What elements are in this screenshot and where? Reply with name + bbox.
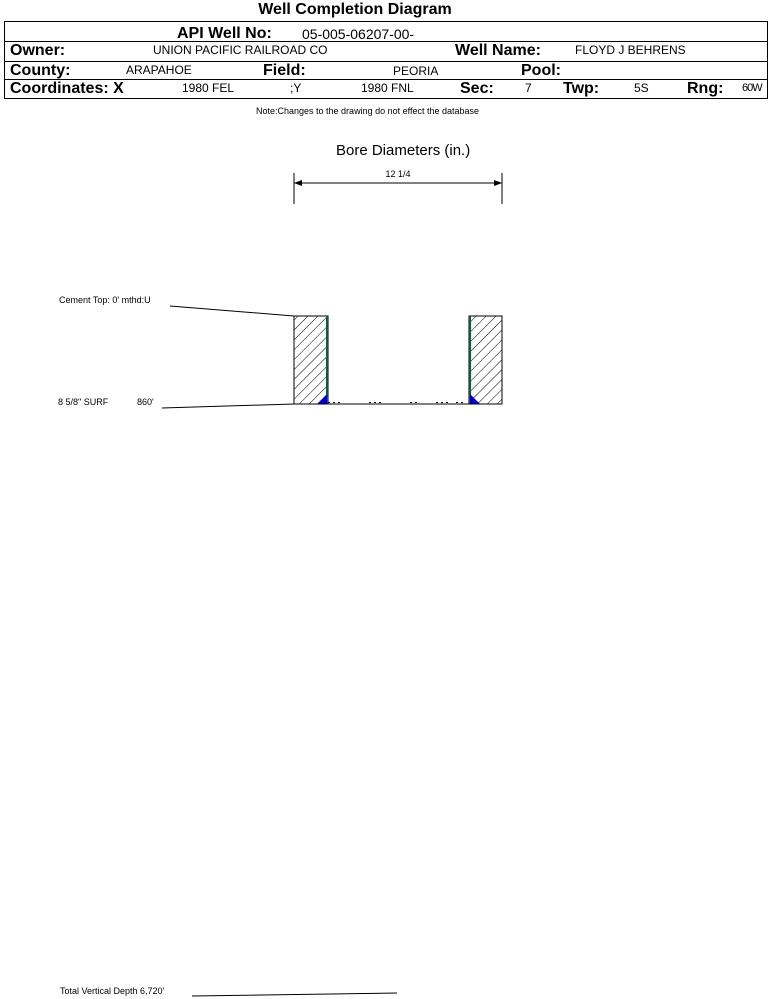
- owner-label: Owner:: [10, 42, 66, 59]
- cement-top-label: Cement Top: 0' mthd:U: [59, 295, 151, 305]
- coord-y-label: ;Y: [290, 81, 302, 95]
- rng-label: Rng:: [687, 80, 724, 97]
- bore-title: Bore Diameters (in.): [336, 142, 471, 159]
- coord-x-value: 1980 FEL: [182, 81, 235, 95]
- bottom-dots: [328, 402, 463, 403]
- twp-label: Twp:: [563, 80, 600, 97]
- wellname-label: Well Name:: [455, 42, 541, 59]
- county-label: County:: [10, 62, 71, 79]
- field-label: Field:: [263, 62, 306, 79]
- casing-label: 8 5/8" SURF: [58, 397, 109, 407]
- rng-value: 60W: [742, 82, 762, 94]
- page-title: Well Completion Diagram: [258, 1, 452, 18]
- county-value: ARAPAHOE: [126, 63, 192, 77]
- api-label: API Well No:: [177, 25, 272, 42]
- total-depth-leader: [192, 993, 397, 996]
- arrow-right-icon: [494, 180, 502, 186]
- sec-value: 7: [525, 81, 532, 95]
- sec-label: Sec:: [460, 80, 494, 97]
- wellname-value: FLOYD J BEHRENS: [575, 43, 686, 57]
- field-value: PEORIA: [393, 64, 439, 78]
- cement-left: [294, 316, 328, 404]
- cement-right: [469, 316, 502, 404]
- note-text: Note:Changes to the drawing do not effect the database: [256, 106, 479, 116]
- twp-value: 5S: [634, 81, 649, 95]
- casing-leader: [162, 404, 294, 408]
- api-value: 05-005-06207-00-: [302, 26, 415, 42]
- total-depth-label: Total Vertical Depth 6,720': [60, 986, 165, 996]
- owner-value: UNION PACIFIC RAILROAD CO: [153, 43, 328, 57]
- arrow-left-icon: [294, 180, 302, 186]
- cement-top-leader: [170, 306, 294, 316]
- coord-y-value: 1980 FNL: [361, 81, 414, 95]
- casing-depth: 860': [137, 397, 154, 407]
- coordinates-label: Coordinates: X: [10, 80, 124, 97]
- bore-diameter-label: 12 1/4: [385, 169, 411, 179]
- pool-label: Pool:: [521, 62, 561, 79]
